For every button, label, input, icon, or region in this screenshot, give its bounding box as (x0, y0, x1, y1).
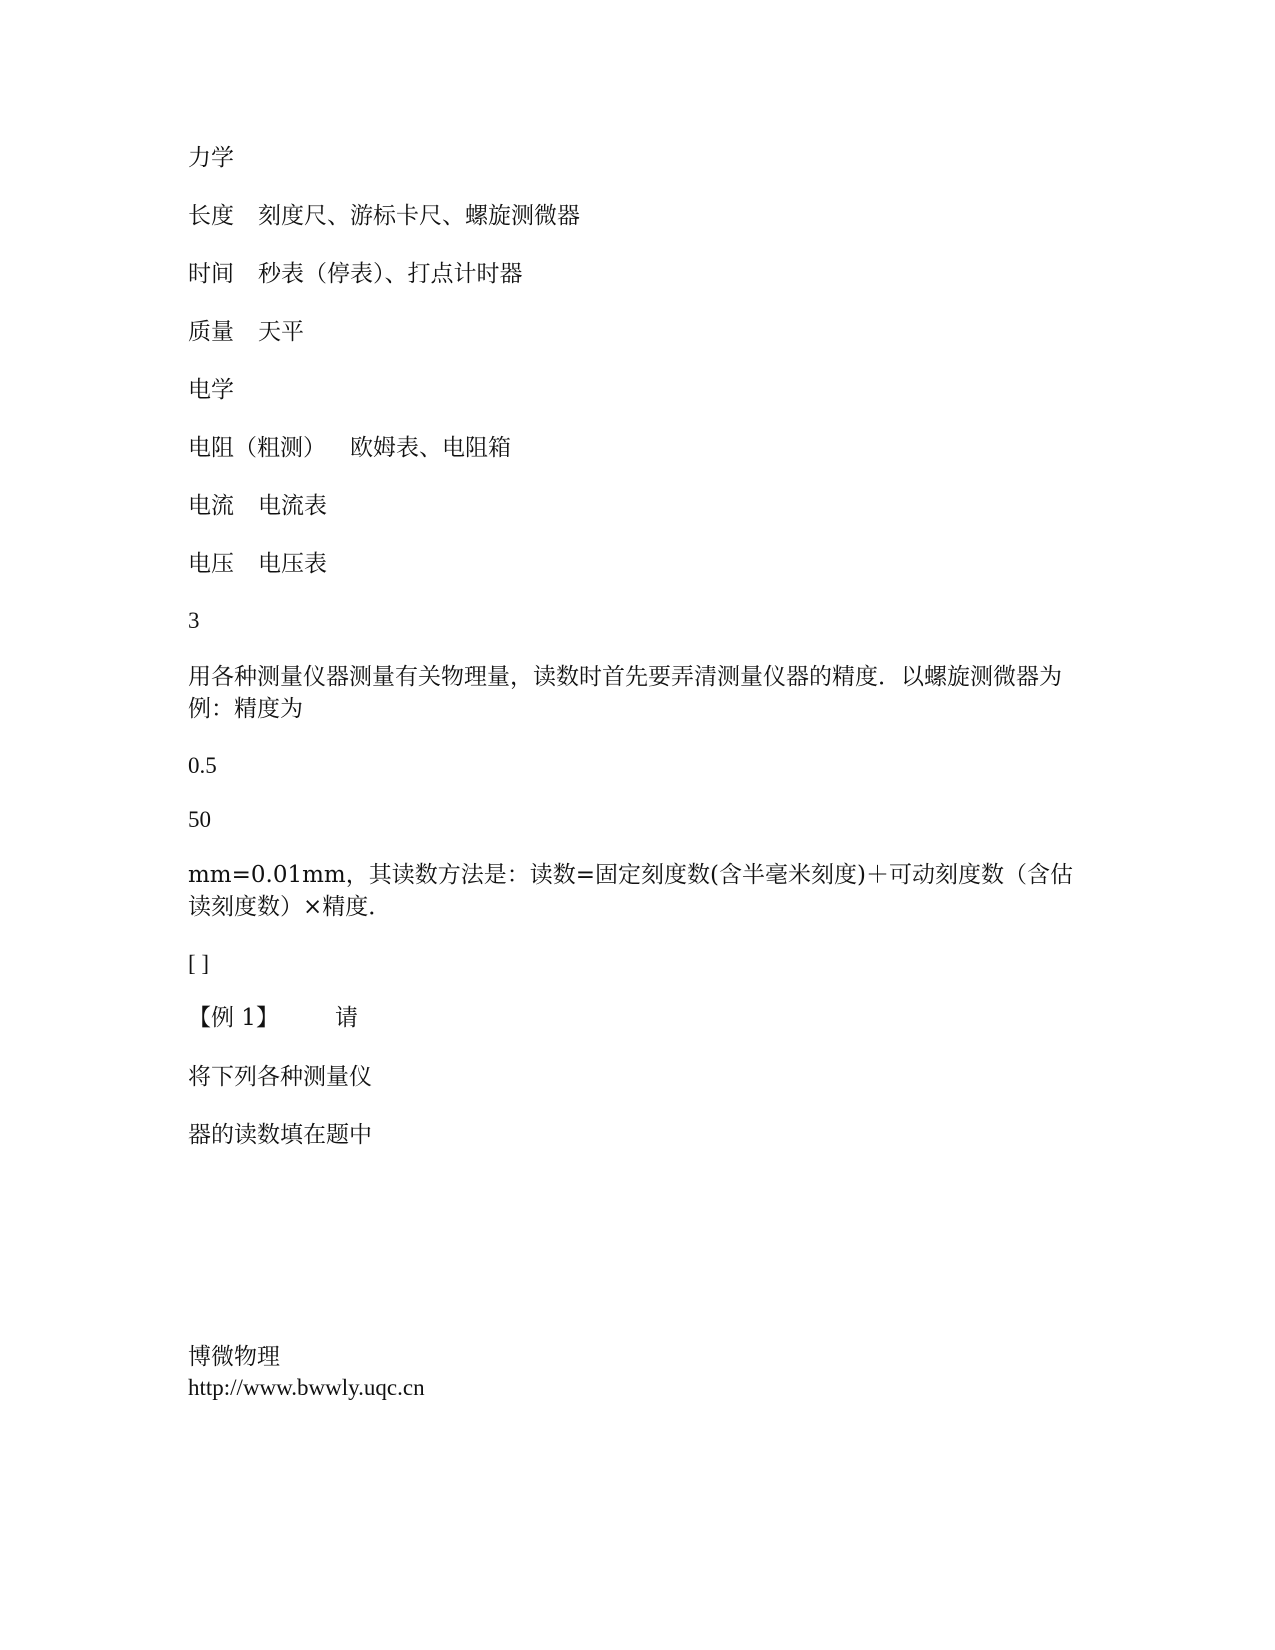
electricity-heading: 电学 (188, 377, 234, 403)
example-text: 请 (334, 1005, 358, 1031)
footer-site-name: 博微物理 (188, 1344, 280, 1370)
electricity-row-voltage (188, 549, 327, 579)
quantity-label: 电阻（粗测） (188, 435, 326, 461)
example-line-3: 器的读数填在题中 (188, 1122, 372, 1148)
fraction-denominator: 50 (188, 807, 211, 832)
quantity-label: 电流 (188, 493, 234, 519)
quantity-label: 长度 (188, 203, 234, 229)
footer-url[interactable]: http://www.bwwly.uqc.cn (188, 1375, 425, 1400)
quantity-label: 电压 (188, 551, 234, 577)
quantity-label: 时间 (188, 261, 234, 287)
quantity-label: 质量 (188, 319, 234, 345)
bracket-placeholder: [ ] (188, 951, 210, 976)
example-label: 【例 1】 (188, 1005, 279, 1031)
mechanics-row-time (188, 259, 523, 289)
fraction-numerator: 0.5 (188, 753, 217, 778)
mechanics-row-length (188, 201, 580, 231)
mechanics-row-mass (188, 317, 304, 347)
instrument-label: 电压表 (258, 551, 327, 577)
reading-method-paragraph: mm=0.01mm，其读数方法是：读数=固定刻度数(含半毫米刻度)＋可动刻度数（含估读刻度数）×精度． (188, 862, 1073, 920)
section-number: 3 (188, 608, 200, 633)
example-line-2: 将下列各种测量仪 (188, 1064, 372, 1090)
example-line (188, 1003, 358, 1033)
electricity-row-resistance (188, 433, 511, 463)
electricity-row-current (188, 491, 327, 521)
instrument-label: 天平 (258, 319, 304, 345)
instrument-label: 刻度尺、游标卡尺、螺旋测微器 (258, 203, 580, 229)
instrument-label: 秒表（停表）、打点计时器 (258, 261, 523, 287)
precision-paragraph: 用各种测量仪器测量有关物理量，读数时首先要弄清测量仪器的精度．以螺旋测微器为例：精度为 (188, 664, 1062, 722)
mechanics-heading: 力学 (188, 145, 234, 171)
instrument-label: 电流表 (258, 493, 327, 519)
instrument-label: 欧姆表、电阻箱 (350, 435, 511, 461)
